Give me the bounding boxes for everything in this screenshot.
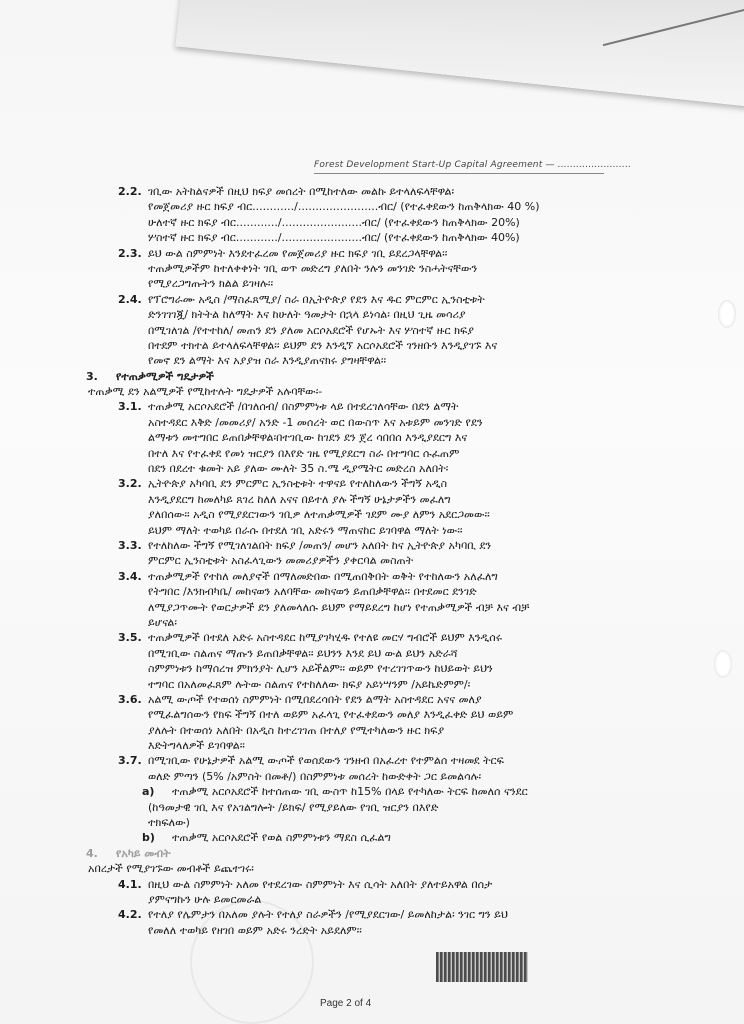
line-text: የተለከለው ችግኝ የሚገለገልበት ክፍያ /መጠን/ መሆን አለበት ከና ኢትዮጵያ አካባቢ ደን xyxy=(148,538,492,552)
line-text: የትግበር /እንክብካቤ/ መከናወን አለባቸው መከናወን ይጠበቃቸዋል፡፡ በተደመር ደንገድ xyxy=(148,585,477,599)
clause-number: 3.5. xyxy=(118,631,142,645)
text-line xyxy=(86,630,626,645)
line-text: ተግባር በአለመፈጸም ሉትው ስልጠና የተከለለው ክፍያ አይነሣንም /አይኬድምም/፡ xyxy=(148,677,471,691)
line-text: ይሆናል፡ xyxy=(148,615,177,629)
text-line xyxy=(86,292,626,307)
text-line xyxy=(86,723,626,738)
line-text: ተጠቃሚዎች በተደለ አድሩ አስተዳደር ከሚያገካሂዱ የተለዩ መርሃ ግብሮች ይህም እንዲሰሩ xyxy=(148,631,502,645)
text-line xyxy=(86,861,626,876)
faint-seal xyxy=(190,900,314,1024)
text-line xyxy=(86,800,626,815)
text-line xyxy=(86,707,626,722)
text-line xyxy=(86,415,626,430)
text-line xyxy=(86,584,626,599)
text-line xyxy=(86,753,626,768)
clause-number: 2.4. xyxy=(118,292,142,306)
line-text: ሁለተኛ ዙር ክፍያ ብር............/.......................ብር/ (የተፈቀደውን ከጠቅላክው 20%) xyxy=(148,215,520,229)
line-text: ለሚያጋጥሙት የወርታዎች ደን ያለመላለሱ ይህም የማይደረግ ከሆነ የተጠቃሚዎች ብቻ እና ብቻ xyxy=(148,600,530,614)
line-text: ስምምነቱን ከማሰረዝ ምክንያት ሊሆን አይችልም፡፡ ወይም የተረገገጥውን ከህይወት ይህን xyxy=(148,662,493,676)
line-text: ምርምር ኢንስቲቱት አስፈላጊውን መመሪያዎችን ያቀርባል መስጠት xyxy=(148,554,414,568)
clause-number: 4.2. xyxy=(118,908,142,922)
line-text: ኢትዮጵያ አካባቢ ደን ምርምር ኢንስቲቱት ተዋናይ የተለከለውን ችግኝ አዲስ xyxy=(148,477,448,491)
text-line xyxy=(86,600,626,615)
text-line xyxy=(86,353,626,368)
text-line xyxy=(86,215,626,230)
clause-number: 2.3. xyxy=(118,246,142,260)
text-line xyxy=(86,877,626,892)
line-text: በዚህ ውል ስምምነት አለመ የተደረገው ስምምነት እና ሲሳት አለበት ያለተይአዋል በሰታ xyxy=(148,877,493,891)
text-line xyxy=(86,615,626,630)
text-line xyxy=(86,646,626,661)
line-text: እድትግላለዎች ይገባዋል፡፡ xyxy=(148,739,245,753)
clause-number: 3.1. xyxy=(118,400,142,414)
text-line xyxy=(86,923,626,938)
text-line xyxy=(86,184,626,199)
header-dashes: — ........................ xyxy=(545,160,632,170)
line-text: ያለሉት በተወሰነ አለበት በአዲስ ከተረገገጠ በተለያ የሚተካለውን ዙር ክፍያ xyxy=(148,723,445,737)
line-text: ተጠቃሚ አርሶአደሮች ከተሰጠው ገቢ ውስጥ ከ15% በላይ የተካለው ትርፍ ከመለሰ ናንደር xyxy=(172,785,528,799)
line-text: ተጠቃሚ ደን አልሚዎች የሚከተሉት ግዴታዎች አሉባቸው፡- xyxy=(88,385,323,399)
clause-number: 3. xyxy=(86,369,98,383)
line-text: የተለያ የሌምታን በአለመ ያሉት የተለያ ስራዎችን /የሚያደርገው/ ይመለከታል፡ ንገር ግን ይህ xyxy=(148,908,508,922)
line-text: (ከዓመታዊ ገቢ እና የአገልግሎት /ይክፍ/ የሚያይለው የገቢ ዝርያን በእየድ xyxy=(148,800,439,814)
text-line xyxy=(86,492,626,507)
line-text: ይህ ውል ስምምነት እንደተፈረመ የመጀመሪያ ዙር ክፍያ ገቢ ይደረጋላቸዋል፡፡ xyxy=(148,246,448,260)
punch-hole xyxy=(718,300,736,328)
line-text: የተጠቃሚዎች ግዴታዎች xyxy=(116,369,214,383)
line-text: ወለድ ምጣን (5% /አምስት በመቶ/) በስምምነቱ መሰረት ከውድቀት ጋር ይመልሳሉ፡ xyxy=(148,769,482,783)
text-line xyxy=(86,738,626,753)
line-text: ያለበሰው፡፡ አዲስ የሚያደርገውን ገቢዎ ለተጠቃሚዎች ገደም ሙያ ለምን አደርጋመው፡፡ xyxy=(148,508,490,522)
line-text: አልሚ ውጦች የተወሰነ ስምምነት በሚበደረሳበት የደን ልማት አስተዳደር አናና መለያ xyxy=(148,692,482,706)
bleed-through-mark xyxy=(300,98,530,148)
text-line xyxy=(86,307,626,322)
text-line xyxy=(86,677,626,692)
line-text: የሚያረጋግጡትን ክልል ይገዛሉ፡፡ xyxy=(148,277,274,291)
document-body xyxy=(86,184,626,938)
line-text: ሦስተኛ ዙር ክፍያ ብር............/.......................ብር/ (የተፈቀደውን ከጠቅላክው 40%) xyxy=(148,231,520,245)
line-text: በደን በደረተ ቁመት አይ ያለው ሙለት 35 ስ.ሜ ዲያሜትር መድረስ አለበት፡ xyxy=(148,462,449,476)
text-line xyxy=(86,784,626,799)
line-text: ድንገገገጇ/ ክትትል ከለማት እና ከሁለት ዓመታት በኋላ ይነሳል፡ በዚህ ጊዜ መሳሪያ xyxy=(148,308,466,322)
clause-number: b) xyxy=(142,831,155,845)
text-line xyxy=(86,384,626,399)
line-text: የሚፈልግሰውን የክፍ ችግኝ በተለ ወይም አፈላጊ የተፈቀደውን መለያ እንዲፈቀድ ይህ ወይም xyxy=(148,708,514,722)
clause-number: 3.6. xyxy=(118,692,142,706)
text-line xyxy=(86,323,626,338)
text-line xyxy=(86,569,626,584)
page-number: Page 2 of 4 xyxy=(320,998,372,1009)
line-text: የመለለ ተወካይ የዘገበ ወይም አድሩ ንረድት አይደለም፡፡ xyxy=(148,923,362,937)
clause-number: 3.3. xyxy=(118,538,142,552)
text-line xyxy=(86,246,626,261)
text-line xyxy=(86,476,626,491)
line-text: በሚገቢው የሁኔታዎች አልሚ ውጦች የወሰደውን ገንዘብ በአፈረተ የተምልሰ ተዛመደ ትርፍ xyxy=(148,754,504,768)
clause-number: 3.7. xyxy=(118,754,142,768)
clause-number: a) xyxy=(142,785,155,799)
line-text: ያምናግኩን ሁሉ ይመርመራል xyxy=(148,892,262,906)
line-text: የአካይ መብት xyxy=(116,846,171,860)
text-line xyxy=(86,261,626,276)
line-text: ተጠቃሚዎችም ከተለቀቀነት ገቢ ወጥ መድረግ ያለበት ንሉን መንገድ ንስሓትናቸውን xyxy=(148,261,478,275)
scanner-stamp xyxy=(436,952,528,982)
text-line xyxy=(86,538,626,553)
text-line xyxy=(86,507,626,522)
line-text: የፕሮግራሙ አዲስ /ማስፈጸሚያ/ ስራ በኢትዮጵያ የደን እና ዱር ምርምር ኢንስቲቱት xyxy=(148,292,485,306)
text-line xyxy=(86,907,626,922)
line-text: ይህም ማለት ተወካይ በራሱ በተደለ ገቢ አድሩን ማጠናከር ይገባዋል ማለት ነው፡፡ xyxy=(148,523,463,537)
section-heading xyxy=(86,369,626,384)
line-text: የመኖ ደን ልማት እና አያያዝ ስራ እንዲያጠናክሩ ያግዛቸዋል፡፡ xyxy=(148,354,387,368)
line-text: ልማቱን መተግበር ይጠበቃቸዋል፡በተገቢው ከገደን ደን ጀረ ሳበበሰ እንዲያደርግ እና xyxy=(148,431,468,445)
text-line xyxy=(86,199,626,214)
text-line xyxy=(86,276,626,291)
folded-page-corner xyxy=(175,0,744,113)
line-text: ተክፍለው) xyxy=(148,816,190,830)
punch-hole xyxy=(714,650,732,678)
line-text: በሚገቢው ስልጠና ማጡን ይጠበቃቸዋል፡፡ ይህንን እንደ ይህ ውል ይህን አድራሻ xyxy=(148,646,458,660)
text-line xyxy=(86,661,626,676)
text-line xyxy=(86,446,626,461)
section-heading xyxy=(86,846,626,861)
line-text: አስተዳደር እቅድ /መመሪያ/ አንድ -1 መሰረት ወር በውስጥ እና አቱይም መንገድ የደን xyxy=(148,415,483,429)
page-header xyxy=(314,160,632,174)
text-line xyxy=(86,892,626,907)
line-text: ገቢው አትከልናዎች በዚህ ክፍያ መሰረት በሚከተለው መልኩ ይተላለፍላቸዋል፡ xyxy=(148,185,455,198)
line-text: እንዲያደርግ ከመለካይ ጸገረ ከለለ አናና በይተለ ያሉ ችግኝ ሁኔታዎችን መፈለግ xyxy=(148,492,451,506)
line-text: የመጀመሪያ ዙር ክፍያ ብር............/.......................ብር/ (የተፈቀደውን ከጠቅላክው 40 %) xyxy=(148,200,540,214)
clause-number: 3.4. xyxy=(118,569,142,583)
text-line xyxy=(86,815,626,830)
line-text: ተጠቃሚ አርሶአደሮች የወል ስምምነቱን ማደስ ሲፈልግ xyxy=(172,831,391,845)
clause-number: 4.1. xyxy=(118,877,142,891)
text-line xyxy=(86,230,626,245)
text-line xyxy=(86,553,626,568)
line-text: አበረታች የሚያገኙው መብቶች ይጨተገሩ፡ xyxy=(88,862,254,876)
line-text: በተለ እና የተፈቀደ የመነ ዝርያን በእየድ ገዜ የሚያደርግ ስራ በተግባር ሱፈጠም xyxy=(148,446,460,460)
text-line xyxy=(86,399,626,414)
text-line xyxy=(86,430,626,445)
text-line xyxy=(86,461,626,476)
text-line xyxy=(86,338,626,353)
line-text: በሚገለገል /የተተከለ/ መጠን ደን ያለመ አርሶአደሮች የሆኡት እና ሦስተኛ ዙር ክፍያ xyxy=(148,323,474,337)
clause-number: 2.2. xyxy=(118,185,142,198)
clause-number: 3.2. xyxy=(118,477,142,491)
text-line xyxy=(86,769,626,784)
text-line xyxy=(86,830,626,845)
line-text: በተደም ተክተል ይተላለፍላቸዋል፡፡ ይህም ደን እንዲኘ አርሶአደሮች ገንዘቡን እንዲያገኙ እና xyxy=(148,338,498,352)
line-text: ተጠቃሚ አርሶአደሮች /በገለሰብ/ በስምምነቱ ላይ በተደረገለሳቸው በደን ልማት xyxy=(148,400,459,414)
text-line xyxy=(86,692,626,707)
clause-number: 4. xyxy=(86,846,98,860)
header-title: Forest Development Start-Up Capital Agreement xyxy=(314,160,543,170)
text-line xyxy=(86,523,626,538)
line-text: ተጠቃሚዎች የተከለ መለያኖች በማለመድበው በሚጠበቅበት ወቅት የተከለውን አለፈለግ xyxy=(148,569,498,583)
